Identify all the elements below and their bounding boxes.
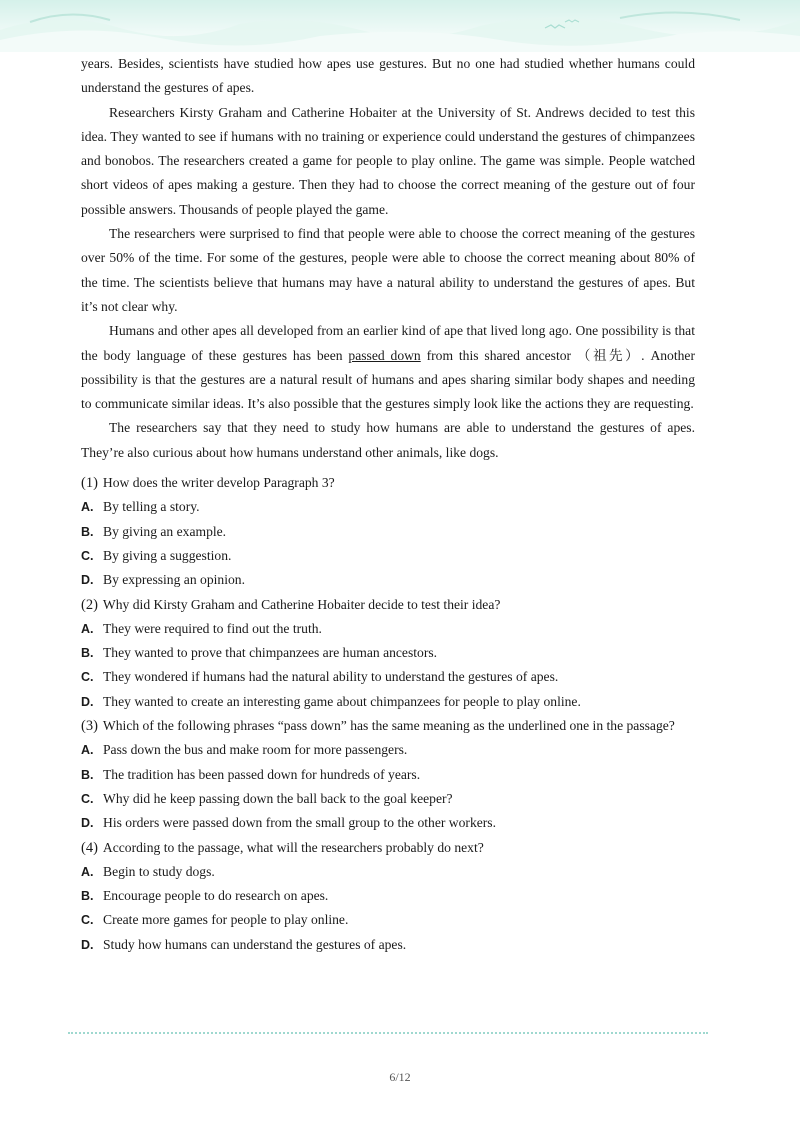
question-number: (4) [81,839,98,856]
option-letter: B. [81,524,94,539]
question-block [81,714,695,835]
option-letter: D. [81,573,94,588]
question-text: Which of the following phrases “pass down” has the same meaning as the underlined one in the passage? [102,718,675,734]
option-letter: B. [81,889,94,904]
option-text: They wondered if humans had the natural ability to understand the gestures of apes. [103,669,559,685]
answer-option [81,811,695,835]
passage-paragraph: The researchers say that they need to study how humans are able to understand the gestures of apes. They’re also curious about how humans understand other animals, like dogs. [81,420,695,460]
answer-option [81,690,695,714]
answer-option [81,544,695,568]
option-text: By telling a story. [103,499,200,515]
question-block [81,471,695,592]
option-text: They were required to find out the truth. [103,620,322,636]
answer-option [81,763,695,787]
option-text: The tradition has been passed down for hundreds of years. [103,766,421,782]
option-letter: D. [81,816,94,831]
header-decoration [0,0,800,52]
option-text: His orders were passed down from the small group to the other workers. [103,815,496,831]
option-text: By expressing an opinion. [103,572,245,588]
answer-option [81,908,695,932]
option-text: By giving a suggestion. [103,547,232,563]
option-text: Begin to study dogs. [103,863,215,879]
question-stem [81,593,695,617]
option-letter: D. [81,694,94,709]
option-letter: D. [81,937,94,952]
option-text: They wanted to prove that chimpanzees are human ancestors. [103,645,438,661]
passage-paragraph [81,319,695,416]
paragraph-text: from this shared ancestor （祖先）. Another possibility is that the gestures are a natural result of humans and apes sharing similar body shapes and needing to communicate similar ideas. It’s also possible that the gestures simply look like the actions they are requesting. [81,347,695,412]
answer-option [81,665,695,689]
answer-option [81,860,695,884]
question-number: (2) [81,596,98,613]
question-stem [81,471,695,495]
question-block [81,593,695,714]
question-stem [81,836,695,860]
option-text: They wanted to create an interesting game about chimpanzees for people to play online. [103,693,581,709]
passage-paragraph: Researchers Kirsty Graham and Catherine Hobaiter at the University of St. Andrews decided to test this idea. They wanted to see if humans with no training or experience could understand the gestures of chimpanzees and bonobos. The researchers created a game for people to play online. The game was simple. People watched short videos of apes making a gesture. Then they had to choose the correct meaning of the gesture out of four possible answers. Thousands of people played the game. [81,104,695,217]
passage-paragraph: years. Besides, scientists have studied how apes use gestures. But no one had studied whether humans could understand the gestures of apes. [81,56,695,96]
option-text: By giving an example. [103,523,227,539]
dotted-divider [68,1032,708,1034]
option-letter: C. [81,670,94,685]
underlined-phrase: passed down [348,347,421,363]
option-letter: B. [81,767,94,782]
question-text: According to the passage, what will the researchers probably do next? [102,839,484,855]
option-letter: C. [81,791,94,806]
question-list [81,471,695,957]
option-text: Pass down the bus and make room for more passengers. [103,742,408,758]
answer-option [81,641,695,665]
document-body [81,52,695,957]
answer-option [81,933,695,957]
option-letter: C. [81,548,94,563]
answer-option [81,520,695,544]
option-text: Encourage people to do research on apes. [103,888,329,904]
passage-paragraph: The researchers were surprised to find that people were able to choose the correct meaning of the gestures over 50% of the time. For some of the gestures, people were able to choose the correct meaning about 80% of the time. The scientists believe that humans may have a natural ability to understand the gestures of apes. But it’s not clear why. [81,226,695,314]
answer-option [81,495,695,519]
question-number: (3) [81,718,98,735]
option-letter: A. [81,864,94,879]
option-letter: B. [81,646,94,661]
option-letter: A. [81,743,94,758]
page-number: 6/12 [389,1070,411,1084]
question-stem [81,714,695,738]
question-block [81,836,695,957]
paragraph-text: Humans and other apes all developed from an earlier kind of ape that lived long ago. One possibility is that the body language of these gestures has been [81,323,695,363]
landscape-banner-icon [0,0,800,52]
option-letter: A. [81,500,94,515]
option-text: Why did he keep passing down the ball back to the goal keeper? [103,790,453,806]
option-letter: A. [81,621,94,636]
question-text: Why did Kirsty Graham and Catherine Hobaiter decide to test their idea? [102,596,501,612]
answer-option [81,738,695,762]
option-text: Create more games for people to play online. [103,912,349,928]
question-number: (1) [81,475,98,492]
answer-option [81,617,695,641]
option-text: Study how humans can understand the gestures of apes. [103,936,407,952]
question-text: How does the writer develop Paragraph 3? [102,475,335,491]
option-letter: C. [81,913,94,928]
answer-option [81,787,695,811]
answer-option [81,568,695,592]
answer-option [81,884,695,908]
